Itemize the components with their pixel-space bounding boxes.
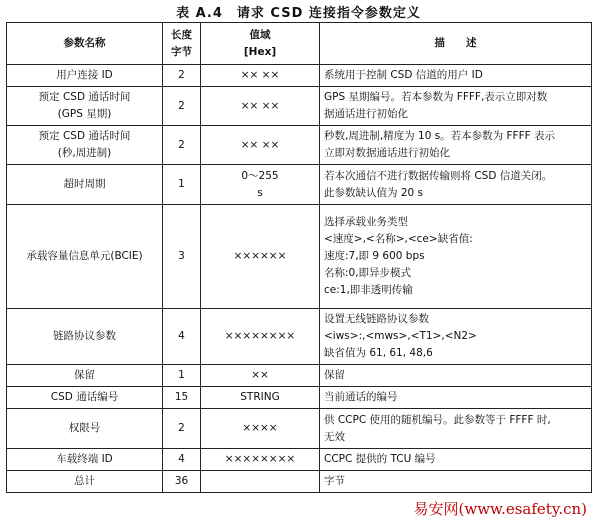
param-name-line: (GPS 星期) xyxy=(57,108,112,120)
cell-param-name xyxy=(7,409,163,449)
site-watermark: 易安网(www.esafety.cn) xyxy=(413,500,587,518)
cell-value-range: ×× xyxy=(201,365,320,387)
cell-value-range: 0～255 s xyxy=(201,165,320,205)
description-line: 选择承载业务类型 xyxy=(324,216,408,228)
table-header-row xyxy=(7,23,592,65)
cell-param-name xyxy=(7,471,163,493)
description-line: GPS 星期编号。若本参数为 FFFF,表示立即对数 xyxy=(324,91,548,103)
param-name-line: CSD 通话编号 xyxy=(50,391,119,403)
description-line: 速度:7,即 9 600 bps xyxy=(324,250,425,262)
description-line: 据通话进行初始化 xyxy=(324,108,408,120)
param-name-line: 预定 CSD 通话时间 xyxy=(38,130,131,142)
param-name-line: 总计 xyxy=(74,475,95,487)
description-line: 当前通话的编号 xyxy=(324,391,398,403)
cell-description xyxy=(320,387,592,409)
description-line: <速度>,<名称>,<ce>缺省值: xyxy=(324,233,473,245)
table-row xyxy=(7,165,592,205)
header-value xyxy=(201,23,320,65)
param-name-line: (秒,周进制) xyxy=(57,147,112,159)
cell-description xyxy=(320,65,592,87)
cell-description xyxy=(320,409,592,449)
cell-param-name xyxy=(7,205,163,309)
cell-value-range: ×× ×× xyxy=(201,65,320,87)
table-row xyxy=(7,65,592,87)
param-name-line: 承载容量信息单元(BCIE) xyxy=(26,250,143,262)
cell-param-name xyxy=(7,65,163,87)
cell-value-range: ×× ×× xyxy=(201,87,320,126)
cell-length: 3 xyxy=(163,205,201,309)
cell-value-range: ×××× xyxy=(201,409,320,449)
param-name-line: 保留 xyxy=(74,369,95,381)
cell-description xyxy=(320,87,592,126)
cell-value-range: ×××××××× xyxy=(201,309,320,365)
cell-length: 36 xyxy=(163,471,201,493)
table-body xyxy=(7,65,592,493)
param-name-line: 预定 CSD 通话时间 xyxy=(38,91,131,103)
cell-description xyxy=(320,471,592,493)
cell-param-name xyxy=(7,387,163,409)
param-name-line: 车载终端 ID xyxy=(56,453,113,465)
table-row xyxy=(7,87,592,126)
description-line: 无效 xyxy=(324,430,345,443)
cell-description xyxy=(320,365,592,387)
cell-description xyxy=(320,205,592,309)
param-name-line: 链路协议参数 xyxy=(53,330,116,342)
description-line: 供 CCPC 使用的随机编号。此参数等于 FFFF 时, xyxy=(324,413,551,426)
cell-value-range: STRING xyxy=(201,387,320,409)
cell-length: 1 xyxy=(163,365,201,387)
header-length-line-1: 长度 xyxy=(171,28,192,41)
header-value-line-2: [Hex] xyxy=(243,45,277,58)
table-row xyxy=(7,365,592,387)
cell-length: 1 xyxy=(163,165,201,205)
param-name-line: 权限号 xyxy=(68,422,101,434)
table-row xyxy=(7,409,592,449)
description-line: 立即对数据通话进行初始化 xyxy=(324,147,450,159)
cell-length: 15 xyxy=(163,387,201,409)
cell-length: 2 xyxy=(163,65,201,87)
table-caption: 表 A.4 请求 CSD 连接指令参数定义 xyxy=(176,6,421,21)
parameter-table xyxy=(6,22,592,493)
cell-length: 2 xyxy=(163,409,201,449)
cell-length: 2 xyxy=(163,87,201,126)
description-line: 缺省值为 61, 61, 48,6 xyxy=(324,347,433,359)
cell-length: 2 xyxy=(163,126,201,165)
cell-length: 4 xyxy=(163,449,201,471)
header-desc: 描 述 xyxy=(320,23,592,65)
cell-description xyxy=(320,309,592,365)
description-line: 若本次通信不进行数据传输则将 CSD 信道关闭。 xyxy=(324,169,553,182)
description-line: 保留 xyxy=(324,369,345,381)
header-length xyxy=(163,23,201,65)
cell-value-range: ×× ×× xyxy=(201,126,320,165)
cell-value-range: ×××××××× xyxy=(201,449,320,471)
cell-value-range xyxy=(201,471,320,493)
header-length-line-2: 字节 xyxy=(171,45,192,58)
description-line: <iws>:,<mws>,<T1>,<N2> xyxy=(324,330,477,342)
cell-param-name xyxy=(7,126,163,165)
description-line: 字节 xyxy=(324,475,345,487)
cell-description xyxy=(320,449,592,471)
description-line: 名称:0,即异步模式 xyxy=(324,267,412,279)
cell-param-name xyxy=(7,309,163,365)
description-line: ce:1,即非透明传输 xyxy=(324,284,413,296)
cell-description xyxy=(320,126,592,165)
cell-param-name xyxy=(7,165,163,205)
description-line: 秒数,周进制,精度为 10 s。若本参数为 FFFF 表示 xyxy=(324,130,556,142)
table-row xyxy=(7,126,592,165)
header-param: 参数名称 xyxy=(7,23,163,65)
cell-value-range: ×××××× xyxy=(201,205,320,309)
table-row xyxy=(7,309,592,365)
description-line: 设置无线链路协议参数 xyxy=(324,313,429,325)
header-value-line-1: 值域 xyxy=(249,28,271,41)
cell-length: 4 xyxy=(163,309,201,365)
description-line: CCPC 提供的 TCU 编号 xyxy=(324,453,436,465)
table-row xyxy=(7,449,592,471)
cell-param-name xyxy=(7,87,163,126)
table-row xyxy=(7,387,592,409)
table-row xyxy=(7,205,592,309)
param-name-line: 用户连接 ID xyxy=(56,69,113,81)
description-line: 系统用于控制 CSD 信道的用户 ID xyxy=(324,69,483,81)
cell-param-name xyxy=(7,365,163,387)
cell-param-name xyxy=(7,449,163,471)
param-name-line: 超时周期 xyxy=(63,178,106,190)
table-row xyxy=(7,471,592,493)
description-line: 此参数缺认值为 20 s xyxy=(324,186,424,199)
cell-description xyxy=(320,165,592,205)
